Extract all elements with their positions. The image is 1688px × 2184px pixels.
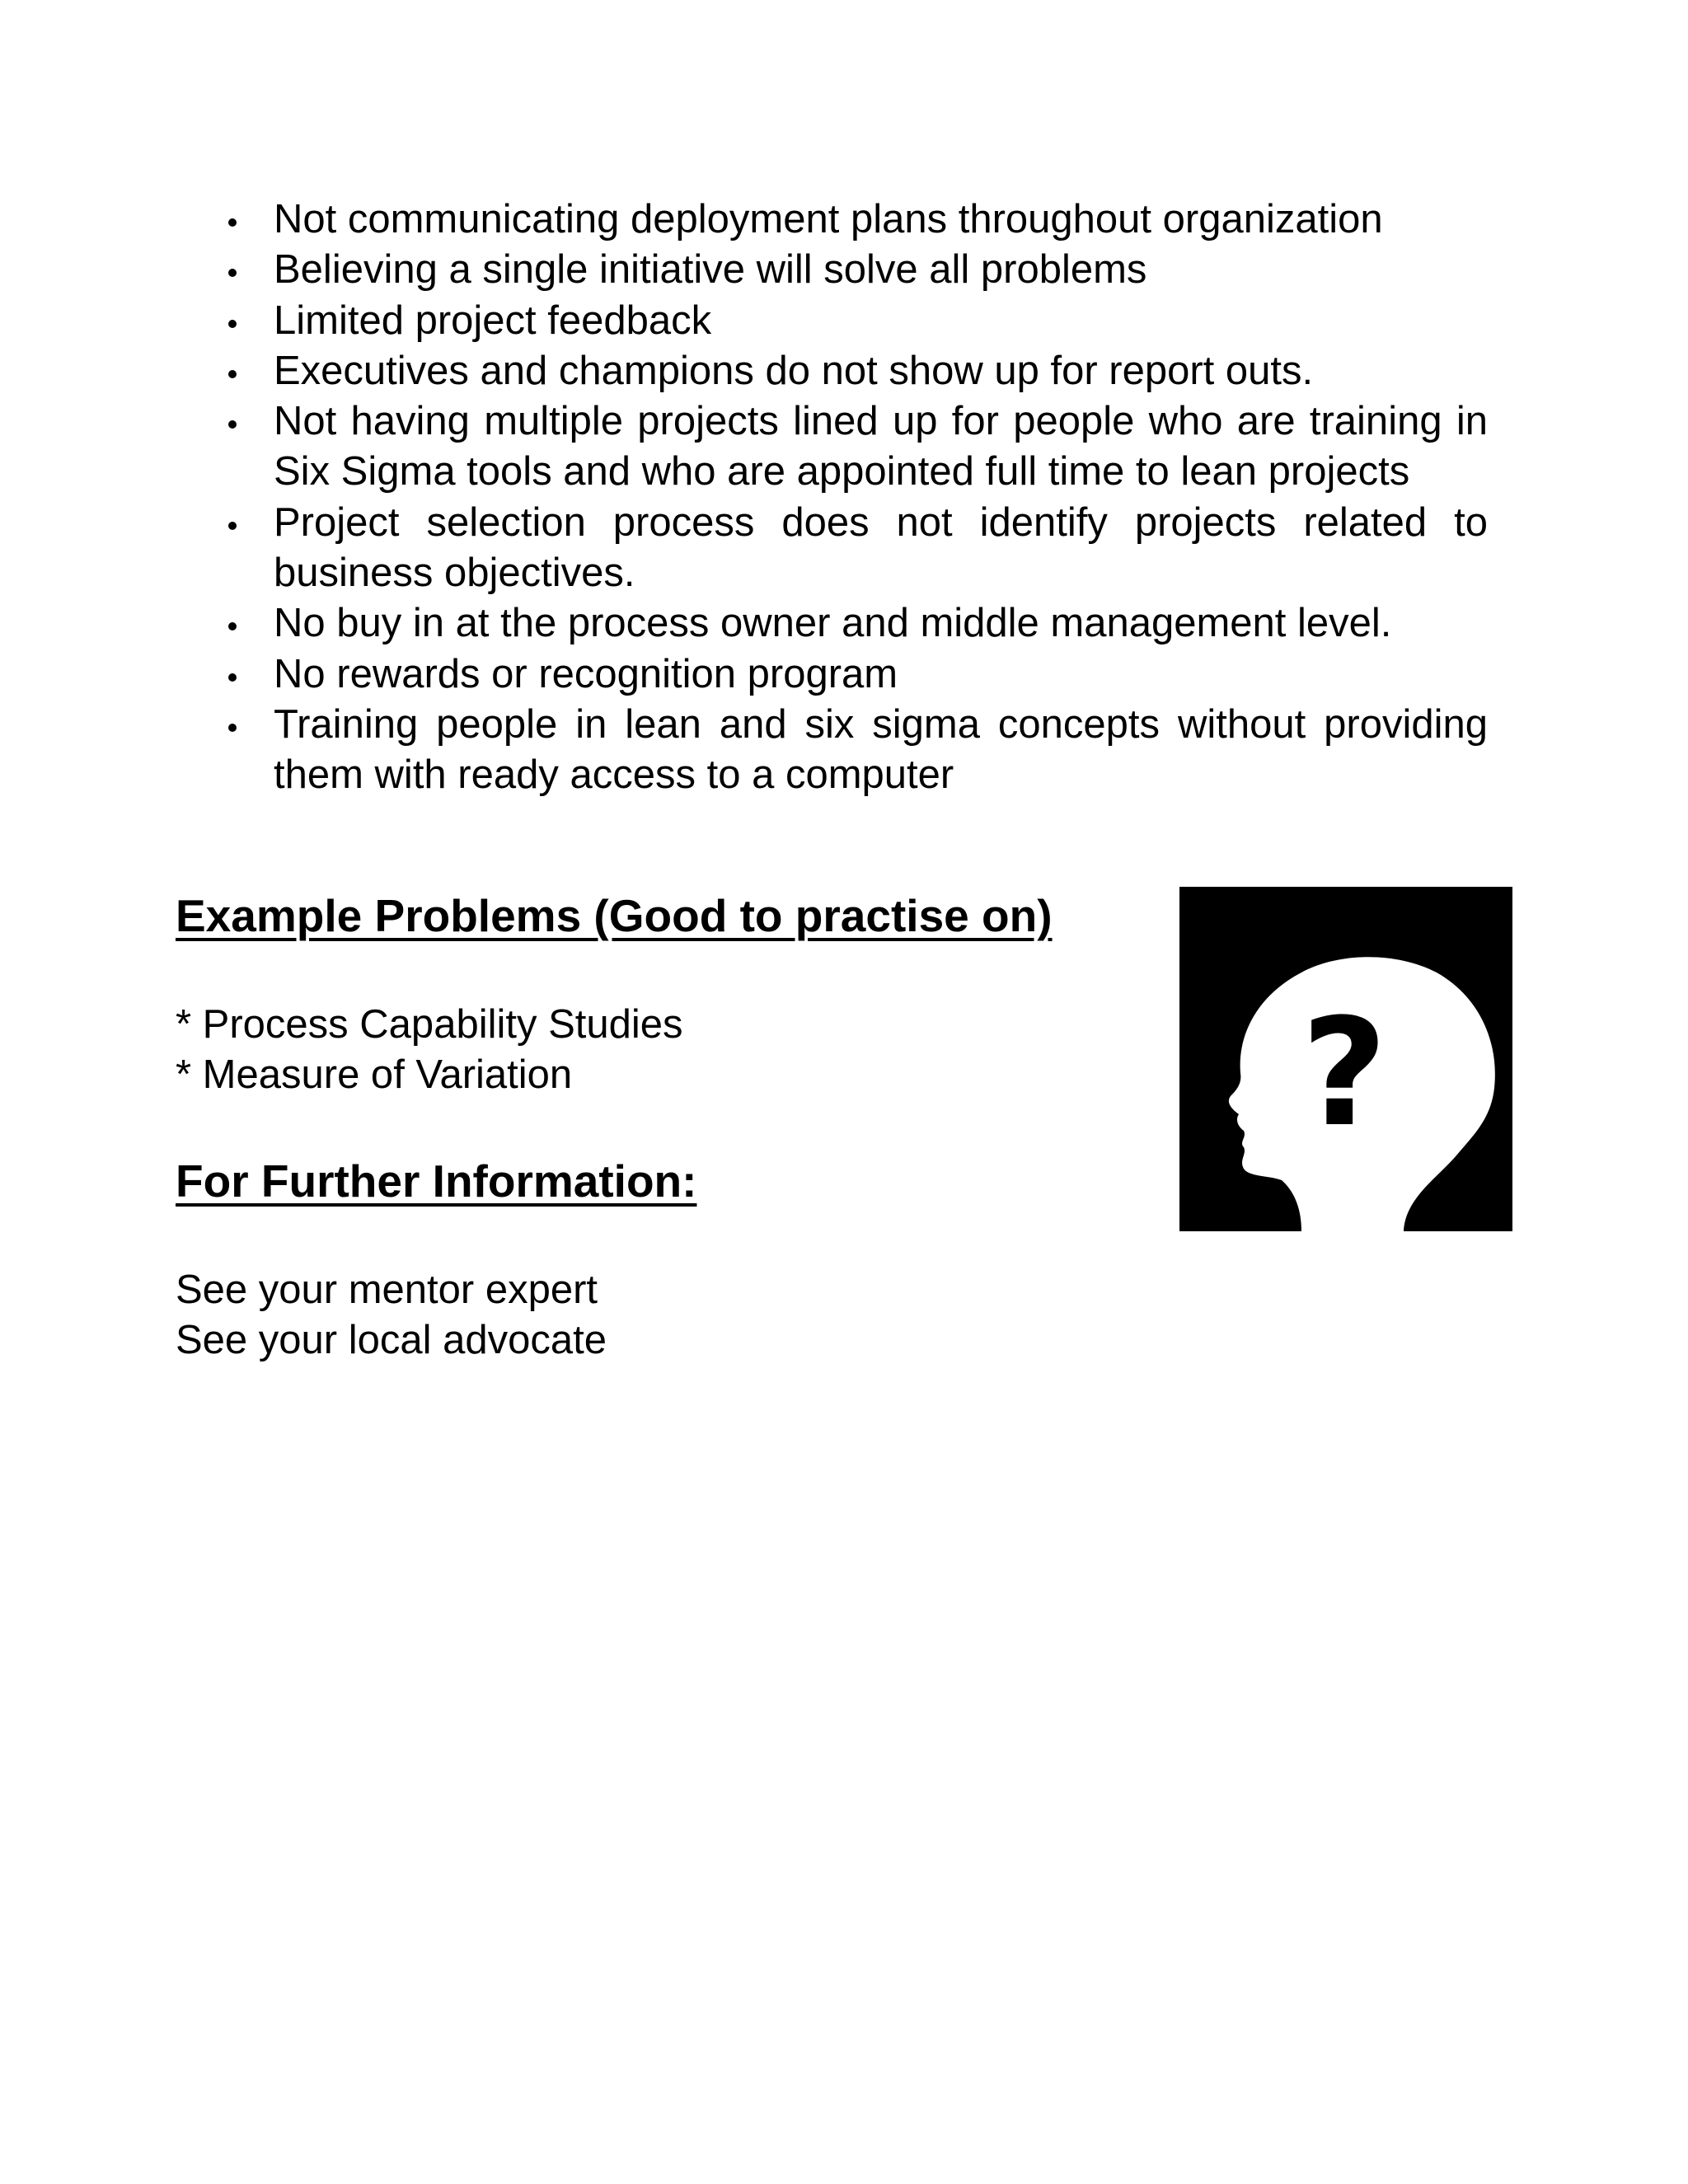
list-item: See your local advocate [176, 1318, 607, 1362]
list-item-text: Project selection process does not identify projects related to business objectives. [274, 499, 1488, 596]
list-item: * Process Capability Studies [176, 1002, 683, 1047]
list-item-text: Training people in lean and six sigma concepts without providing them with ready access to a computer [274, 701, 1488, 798]
bullet-dot-icon [228, 269, 237, 277]
list-item-text: No buy in at the process owner and middle management level. [274, 601, 1392, 646]
list-item [177, 498, 1488, 599]
list-item [177, 346, 1488, 396]
further-information-list [176, 1265, 607, 1366]
list-item-text: Believing a single initiative will solve all problems [274, 247, 1147, 293]
list-item-text: Not communicating deployment plans throughout organization [274, 197, 1383, 241]
list-item [177, 296, 1488, 346]
list-item [177, 598, 1488, 649]
list-item [177, 194, 1488, 245]
bullet-dot-icon [228, 420, 237, 429]
bullet-dot-icon [228, 724, 237, 732]
bullet-dot-icon [228, 673, 237, 682]
list-item-text: Executives and champions do not show up for report outs. [274, 348, 1314, 393]
list-item [177, 649, 1488, 700]
head-question-icon [1179, 887, 1512, 1231]
list-item: * Measure of Variation [176, 1052, 573, 1097]
bullet-dot-icon [228, 218, 237, 227]
pitfalls-bullet-list [177, 194, 1488, 801]
bullet-dot-icon [228, 522, 237, 530]
list-item [177, 700, 1488, 801]
further-information-heading: For Further Information: [176, 1155, 697, 1207]
example-problems-heading: Example Problems (Good to practise on) [176, 890, 1053, 941]
example-problems-list [176, 1000, 683, 1100]
bullet-dot-icon [228, 320, 237, 328]
list-item [177, 245, 1488, 295]
list-item-text: No rewards or recognition program [274, 651, 898, 696]
list-item-text: Not having multiple projects lined up for people who are training in Six Sigma tools and who are appointed full time to lean projects [274, 399, 1488, 494]
list-item: See your mentor expert [176, 1268, 598, 1312]
bullet-dot-icon [228, 622, 237, 630]
list-item [177, 396, 1488, 498]
bullet-dot-icon [228, 370, 237, 378]
question-mark-glyph: ? [1301, 987, 1388, 1160]
list-item-text: Limited project feedback [274, 298, 712, 343]
